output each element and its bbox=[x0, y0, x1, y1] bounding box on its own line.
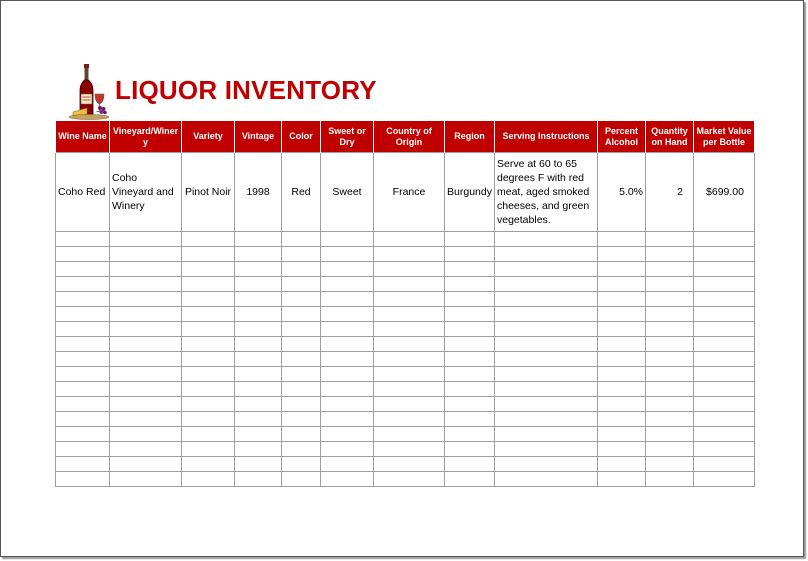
empty-cell[interactable] bbox=[282, 337, 321, 352]
empty-cell[interactable] bbox=[282, 232, 321, 247]
empty-cell[interactable] bbox=[694, 262, 755, 277]
empty-cell[interactable] bbox=[374, 457, 445, 472]
empty-cell[interactable] bbox=[56, 397, 110, 412]
empty-cell[interactable] bbox=[182, 472, 235, 487]
empty-cell[interactable] bbox=[56, 292, 110, 307]
empty-cell[interactable] bbox=[235, 292, 282, 307]
empty-cell[interactable] bbox=[321, 442, 374, 457]
empty-cell[interactable] bbox=[56, 472, 110, 487]
empty-cell[interactable] bbox=[445, 232, 495, 247]
empty-table-row bbox=[56, 352, 755, 367]
empty-cell[interactable] bbox=[56, 457, 110, 472]
empty-cell[interactable] bbox=[374, 472, 445, 487]
empty-cell[interactable] bbox=[321, 247, 374, 262]
empty-cell[interactable] bbox=[694, 352, 755, 367]
empty-cell[interactable] bbox=[598, 382, 646, 397]
column-header-wine-name: Wine Name bbox=[56, 121, 110, 153]
empty-cell[interactable] bbox=[598, 352, 646, 367]
cell-variety[interactable]: Pinot Noir bbox=[182, 153, 235, 232]
empty-cell[interactable] bbox=[110, 262, 182, 277]
column-header-region: Region bbox=[445, 121, 495, 153]
empty-cell[interactable] bbox=[110, 397, 182, 412]
empty-cell[interactable] bbox=[182, 277, 235, 292]
empty-table-row bbox=[56, 292, 755, 307]
empty-cell[interactable] bbox=[598, 412, 646, 427]
cell-vintage[interactable]: 1998 bbox=[235, 153, 282, 232]
empty-table-row bbox=[56, 337, 755, 352]
empty-cell[interactable] bbox=[235, 322, 282, 337]
empty-cell[interactable] bbox=[56, 382, 110, 397]
empty-cell[interactable] bbox=[374, 442, 445, 457]
empty-cell[interactable] bbox=[182, 442, 235, 457]
empty-cell[interactable] bbox=[182, 262, 235, 277]
empty-cell[interactable] bbox=[598, 292, 646, 307]
empty-cell[interactable] bbox=[694, 232, 755, 247]
empty-cell[interactable] bbox=[282, 292, 321, 307]
empty-cell[interactable] bbox=[235, 427, 282, 442]
empty-cell[interactable] bbox=[235, 472, 282, 487]
empty-cell[interactable] bbox=[282, 307, 321, 322]
empty-cell[interactable] bbox=[646, 427, 694, 442]
empty-cell[interactable] bbox=[694, 472, 755, 487]
empty-cell[interactable] bbox=[182, 307, 235, 322]
empty-cell[interactable] bbox=[56, 277, 110, 292]
column-header-variety: Variety bbox=[182, 121, 235, 153]
empty-cell[interactable] bbox=[110, 412, 182, 427]
empty-cell[interactable] bbox=[694, 292, 755, 307]
empty-cell[interactable] bbox=[110, 457, 182, 472]
column-header-market-value: Market Value per Bottle bbox=[694, 121, 755, 153]
empty-cell[interactable] bbox=[182, 427, 235, 442]
empty-cell[interactable] bbox=[646, 367, 694, 382]
empty-cell[interactable] bbox=[321, 262, 374, 277]
empty-cell[interactable] bbox=[646, 307, 694, 322]
cell-percent-alcohol[interactable]: 5.0% bbox=[598, 153, 646, 232]
empty-cell[interactable] bbox=[374, 307, 445, 322]
empty-cell[interactable] bbox=[495, 427, 598, 442]
empty-cell[interactable] bbox=[646, 472, 694, 487]
empty-cell[interactable] bbox=[445, 367, 495, 382]
empty-cell[interactable] bbox=[445, 292, 495, 307]
empty-cell[interactable] bbox=[282, 277, 321, 292]
empty-cell[interactable] bbox=[445, 337, 495, 352]
empty-cell[interactable] bbox=[495, 337, 598, 352]
empty-cell[interactable] bbox=[56, 232, 110, 247]
empty-cell[interactable] bbox=[495, 247, 598, 262]
empty-cell[interactable] bbox=[646, 412, 694, 427]
empty-cell[interactable] bbox=[495, 382, 598, 397]
empty-cell[interactable] bbox=[182, 337, 235, 352]
column-header-color: Color bbox=[282, 121, 321, 153]
empty-cell[interactable] bbox=[694, 277, 755, 292]
empty-cell[interactable] bbox=[374, 397, 445, 412]
empty-cell[interactable] bbox=[646, 262, 694, 277]
empty-cell[interactable] bbox=[445, 457, 495, 472]
empty-cell[interactable] bbox=[445, 397, 495, 412]
column-header-vineyard: Vineyard/Winery bbox=[110, 121, 182, 153]
empty-table-row bbox=[56, 397, 755, 412]
empty-cell[interactable] bbox=[445, 247, 495, 262]
empty-table-row bbox=[56, 307, 755, 322]
empty-cell[interactable] bbox=[321, 397, 374, 412]
cell-color[interactable]: Red bbox=[282, 153, 321, 232]
column-header-quantity: Quantity on Hand bbox=[646, 121, 694, 153]
empty-cell[interactable] bbox=[321, 277, 374, 292]
empty-cell[interactable] bbox=[182, 382, 235, 397]
empty-cell[interactable] bbox=[694, 397, 755, 412]
empty-cell[interactable] bbox=[598, 262, 646, 277]
cell-country[interactable]: France bbox=[374, 153, 445, 232]
empty-cell[interactable] bbox=[374, 352, 445, 367]
empty-cell[interactable] bbox=[646, 382, 694, 397]
empty-cell[interactable] bbox=[235, 232, 282, 247]
empty-cell[interactable] bbox=[646, 337, 694, 352]
empty-cell[interactable] bbox=[646, 457, 694, 472]
empty-table-row bbox=[56, 367, 755, 382]
empty-cell[interactable] bbox=[235, 307, 282, 322]
empty-table-row bbox=[56, 472, 755, 487]
empty-cell[interactable] bbox=[495, 442, 598, 457]
empty-table-row bbox=[56, 382, 755, 397]
empty-cell[interactable] bbox=[321, 232, 374, 247]
empty-cell[interactable] bbox=[110, 247, 182, 262]
empty-cell[interactable] bbox=[110, 292, 182, 307]
empty-cell[interactable] bbox=[598, 442, 646, 457]
empty-cell[interactable] bbox=[445, 307, 495, 322]
empty-cell[interactable] bbox=[495, 412, 598, 427]
empty-cell[interactable] bbox=[694, 322, 755, 337]
empty-cell[interactable] bbox=[56, 352, 110, 367]
column-header-sweet-or-dry: Sweet or Dry bbox=[321, 121, 374, 153]
page-title: LIQUOR INVENTORY bbox=[115, 75, 377, 105]
empty-cell[interactable] bbox=[694, 412, 755, 427]
empty-cell[interactable] bbox=[56, 442, 110, 457]
empty-cell[interactable] bbox=[56, 247, 110, 262]
empty-cell[interactable] bbox=[282, 262, 321, 277]
empty-cell[interactable] bbox=[646, 247, 694, 262]
empty-cell[interactable] bbox=[282, 367, 321, 382]
empty-cell[interactable] bbox=[182, 367, 235, 382]
header-row bbox=[56, 121, 755, 153]
empty-cell[interactable] bbox=[646, 232, 694, 247]
empty-cell[interactable] bbox=[321, 367, 374, 382]
empty-cell[interactable] bbox=[321, 307, 374, 322]
empty-cell[interactable] bbox=[374, 232, 445, 247]
empty-cell[interactable] bbox=[374, 277, 445, 292]
empty-cell[interactable] bbox=[598, 247, 646, 262]
empty-cell[interactable] bbox=[495, 262, 598, 277]
empty-cell[interactable] bbox=[235, 382, 282, 397]
empty-cell[interactable] bbox=[495, 232, 598, 247]
empty-cell[interactable] bbox=[110, 367, 182, 382]
empty-table-row bbox=[56, 412, 755, 427]
empty-cell[interactable] bbox=[598, 322, 646, 337]
empty-cell[interactable] bbox=[445, 352, 495, 367]
empty-cell[interactable] bbox=[646, 292, 694, 307]
empty-cell[interactable] bbox=[374, 322, 445, 337]
empty-table-row bbox=[56, 427, 755, 442]
empty-cell[interactable] bbox=[646, 352, 694, 367]
cell-market-value[interactable]: $699.00 bbox=[694, 153, 755, 232]
empty-cell[interactable] bbox=[495, 457, 598, 472]
empty-cell[interactable] bbox=[282, 412, 321, 427]
empty-cell[interactable] bbox=[374, 292, 445, 307]
empty-cell[interactable] bbox=[110, 337, 182, 352]
empty-cell[interactable] bbox=[110, 442, 182, 457]
empty-cell[interactable] bbox=[282, 397, 321, 412]
empty-cell[interactable] bbox=[495, 322, 598, 337]
empty-cell[interactable] bbox=[374, 382, 445, 397]
empty-cell[interactable] bbox=[646, 322, 694, 337]
empty-cell[interactable] bbox=[495, 277, 598, 292]
empty-cell[interactable] bbox=[445, 412, 495, 427]
empty-cell[interactable] bbox=[110, 352, 182, 367]
empty-cell[interactable] bbox=[646, 397, 694, 412]
empty-cell[interactable] bbox=[110, 232, 182, 247]
empty-table-row bbox=[56, 247, 755, 262]
empty-cell[interactable] bbox=[445, 442, 495, 457]
column-header-serving: Serving Instructions bbox=[495, 121, 598, 153]
empty-cell[interactable] bbox=[321, 427, 374, 442]
empty-table-row bbox=[56, 322, 755, 337]
wine-bottle-icon bbox=[67, 64, 111, 120]
empty-cell[interactable] bbox=[182, 457, 235, 472]
empty-cell[interactable] bbox=[374, 247, 445, 262]
empty-cell[interactable] bbox=[235, 277, 282, 292]
empty-cell[interactable] bbox=[182, 322, 235, 337]
empty-cell[interactable] bbox=[282, 427, 321, 442]
empty-cell[interactable] bbox=[321, 472, 374, 487]
empty-cell[interactable] bbox=[321, 337, 374, 352]
empty-cell[interactable] bbox=[110, 307, 182, 322]
empty-cell[interactable] bbox=[110, 382, 182, 397]
empty-cell[interactable] bbox=[694, 382, 755, 397]
empty-cell[interactable] bbox=[598, 277, 646, 292]
empty-cell[interactable] bbox=[598, 307, 646, 322]
empty-cell[interactable] bbox=[374, 412, 445, 427]
empty-cell[interactable] bbox=[235, 397, 282, 412]
cell-serving[interactable]: Serve at 60 to 65 degrees F with red meat, aged smoked cheeses, and green vegetables. bbox=[495, 153, 598, 232]
empty-cell[interactable] bbox=[235, 412, 282, 427]
empty-cell[interactable] bbox=[374, 427, 445, 442]
empty-cell[interactable] bbox=[56, 307, 110, 322]
column-header-country: Country of Origin bbox=[374, 121, 445, 153]
empty-cell[interactable] bbox=[598, 397, 646, 412]
empty-cell[interactable] bbox=[182, 232, 235, 247]
empty-cell[interactable] bbox=[56, 367, 110, 382]
column-header-percent-alcohol: Percent Alcohol bbox=[598, 121, 646, 153]
empty-cell[interactable] bbox=[235, 352, 282, 367]
empty-cell[interactable] bbox=[694, 367, 755, 382]
empty-cell[interactable] bbox=[374, 337, 445, 352]
column-header-vintage: Vintage bbox=[235, 121, 282, 153]
empty-cell[interactable] bbox=[282, 322, 321, 337]
empty-cell[interactable] bbox=[235, 367, 282, 382]
empty-cell[interactable] bbox=[282, 247, 321, 262]
empty-cell[interactable] bbox=[56, 262, 110, 277]
empty-cell[interactable] bbox=[282, 457, 321, 472]
cell-vineyard[interactable]: Coho Vineyard and Winery bbox=[110, 153, 182, 232]
empty-cell[interactable] bbox=[321, 352, 374, 367]
cell-wine-name[interactable]: Coho Red bbox=[56, 153, 110, 232]
empty-cell[interactable] bbox=[56, 337, 110, 352]
empty-cell[interactable] bbox=[445, 277, 495, 292]
empty-cell[interactable] bbox=[694, 307, 755, 322]
empty-table-row bbox=[56, 457, 755, 472]
empty-table-row bbox=[56, 232, 755, 247]
empty-cell[interactable] bbox=[598, 472, 646, 487]
empty-cell[interactable] bbox=[495, 472, 598, 487]
empty-cell[interactable] bbox=[646, 277, 694, 292]
empty-cell[interactable] bbox=[445, 472, 495, 487]
empty-cell[interactable] bbox=[445, 427, 495, 442]
empty-cell[interactable] bbox=[598, 457, 646, 472]
empty-cell[interactable] bbox=[598, 367, 646, 382]
empty-cell[interactable] bbox=[282, 442, 321, 457]
empty-table-row bbox=[56, 442, 755, 457]
table-row bbox=[56, 153, 755, 232]
empty-cell[interactable] bbox=[182, 412, 235, 427]
empty-cell[interactable] bbox=[235, 247, 282, 262]
empty-cell[interactable] bbox=[182, 352, 235, 367]
cell-sweet-or-dry[interactable]: Sweet bbox=[321, 153, 374, 232]
empty-cell[interactable] bbox=[495, 352, 598, 367]
empty-cell[interactable] bbox=[282, 382, 321, 397]
cell-quantity[interactable]: 2 bbox=[646, 153, 694, 232]
empty-cell[interactable] bbox=[374, 262, 445, 277]
empty-cell[interactable] bbox=[56, 412, 110, 427]
cell-region[interactable]: Burgundy bbox=[445, 153, 495, 232]
empty-cell[interactable] bbox=[694, 427, 755, 442]
empty-cell[interactable] bbox=[445, 322, 495, 337]
empty-cell[interactable] bbox=[110, 277, 182, 292]
empty-cell[interactable] bbox=[110, 322, 182, 337]
empty-cell[interactable] bbox=[445, 382, 495, 397]
empty-cell[interactable] bbox=[495, 397, 598, 412]
empty-cell[interactable] bbox=[598, 232, 646, 247]
empty-cell[interactable] bbox=[182, 292, 235, 307]
empty-cell[interactable] bbox=[321, 457, 374, 472]
empty-cell[interactable] bbox=[110, 427, 182, 442]
empty-cell[interactable] bbox=[374, 367, 445, 382]
empty-cell[interactable] bbox=[321, 382, 374, 397]
empty-cell[interactable] bbox=[282, 472, 321, 487]
empty-cell[interactable] bbox=[694, 442, 755, 457]
empty-cell[interactable] bbox=[321, 322, 374, 337]
empty-cell[interactable] bbox=[598, 337, 646, 352]
empty-cell[interactable] bbox=[182, 397, 235, 412]
empty-cell[interactable] bbox=[321, 412, 374, 427]
empty-cell[interactable] bbox=[182, 247, 235, 262]
empty-cell[interactable] bbox=[598, 427, 646, 442]
empty-cell[interactable] bbox=[495, 292, 598, 307]
empty-cell[interactable] bbox=[445, 262, 495, 277]
empty-cell[interactable] bbox=[235, 262, 282, 277]
empty-cell[interactable] bbox=[646, 442, 694, 457]
empty-cell[interactable] bbox=[495, 307, 598, 322]
empty-cell[interactable] bbox=[56, 427, 110, 442]
empty-table-row bbox=[56, 262, 755, 277]
empty-cell[interactable] bbox=[694, 337, 755, 352]
empty-cell[interactable] bbox=[235, 457, 282, 472]
empty-cell[interactable] bbox=[321, 292, 374, 307]
empty-cell[interactable] bbox=[282, 352, 321, 367]
empty-cell[interactable] bbox=[495, 367, 598, 382]
inventory-table bbox=[55, 120, 755, 487]
empty-cell[interactable] bbox=[694, 457, 755, 472]
empty-cell[interactable] bbox=[56, 322, 110, 337]
empty-cell[interactable] bbox=[694, 247, 755, 262]
empty-cell[interactable] bbox=[235, 337, 282, 352]
empty-cell[interactable] bbox=[235, 442, 282, 457]
empty-table-row bbox=[56, 277, 755, 292]
empty-cell[interactable] bbox=[110, 472, 182, 487]
